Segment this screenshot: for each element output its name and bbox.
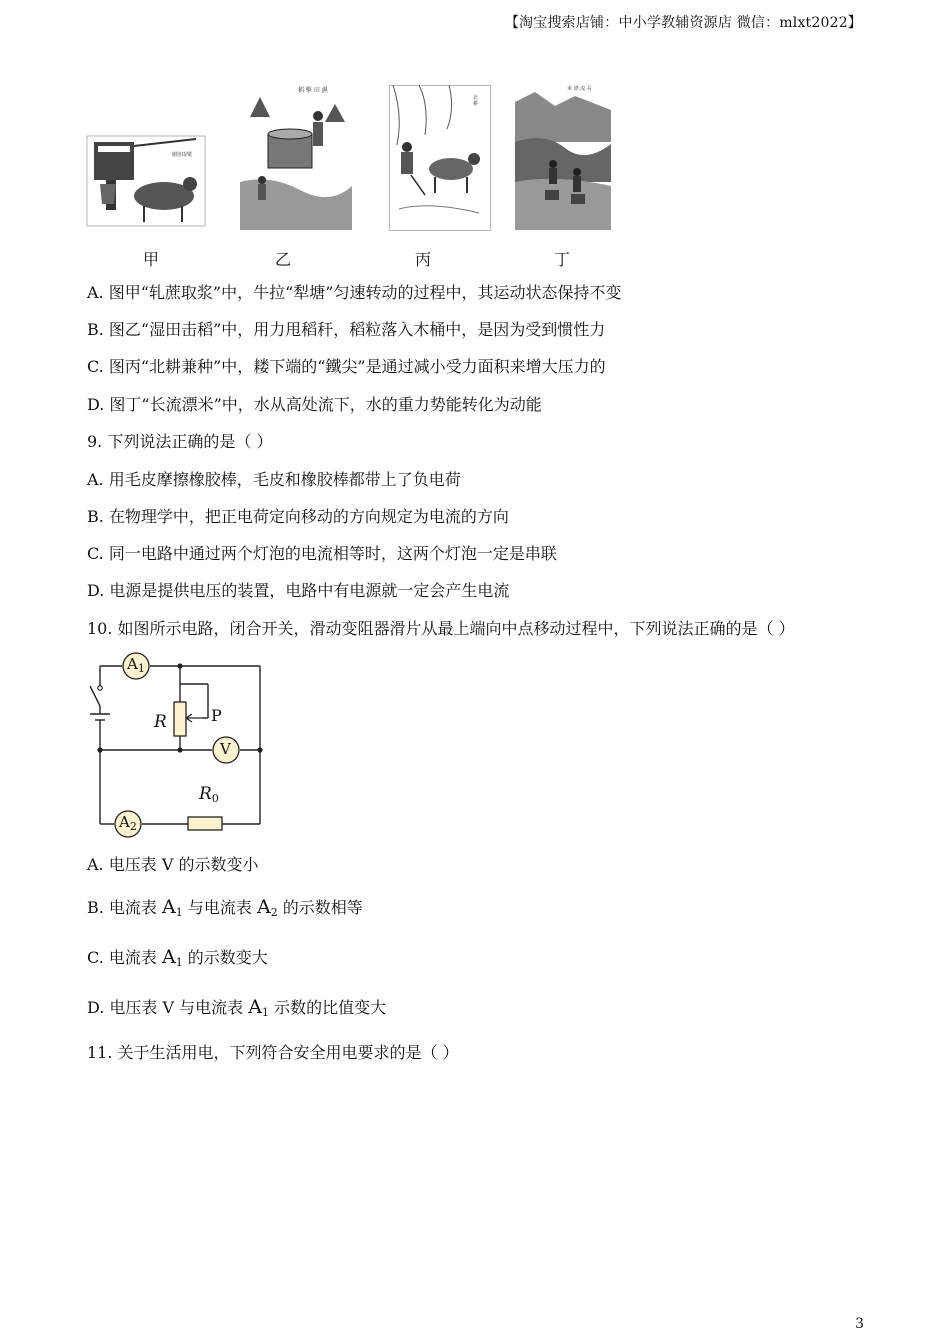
figure-caption: 甲 xyxy=(143,250,160,269)
resistor-r0-label: $R_0$ xyxy=(199,784,219,805)
circuit-diagram xyxy=(80,648,280,842)
figure-jia xyxy=(86,84,208,269)
q9-option-c: C. 同一电路中通过两个灯泡的电流相等时，这两个灯泡一定是串联 xyxy=(87,544,557,563)
svg-text:北: 北 xyxy=(473,95,479,101)
q8-option-b: B. 图乙“湿田击稻”中，用力甩稻秆，稻粒落入木桶中，是因为受到惯性力 xyxy=(87,320,606,339)
svg-text:耕: 耕 xyxy=(473,101,479,107)
voltmeter-label: V xyxy=(220,740,231,758)
ammeter-a1-label: $A_1$ xyxy=(127,655,145,675)
svg-text:樹蔗取漿: 樹蔗取漿 xyxy=(172,152,193,158)
q10-stem: 10. 如图所示电路，闭合开关，滑动变阻器滑片从最上端向中点移动过程中，下列说法正确的是（ ） xyxy=(87,619,795,638)
figure-yi xyxy=(240,82,352,269)
svg-text:稻 擊 田 濕: 稻 擊 田 濕 xyxy=(298,87,328,94)
slider-p-label: P xyxy=(211,706,222,725)
q9-stem: 9. 下列说法正确的是（ ） xyxy=(87,432,273,451)
water-rinsing-rice-illustration-icon xyxy=(515,82,611,230)
q10-option-b: B. 电流表 $A_1$ 与电流表 $A_2$ 的示数相等 xyxy=(87,896,363,919)
q8-option-c: C. 图丙“北耕兼种”中，耧下端的“鐵尖”是通过减小受力面积来增大压力的 xyxy=(87,357,606,376)
page-header: 【淘宝搜索店铺：中小学教辅资源店 微信：mlxt2022】 xyxy=(504,15,862,31)
q11-stem: 11. 关于生活用电，下列符合安全用电要求的是（ ） xyxy=(87,1043,459,1062)
ox-plowing-sowing-illustration-icon xyxy=(389,85,491,231)
figure-bing xyxy=(389,85,491,269)
q10-option-a: A. 电压表 V 的示数变小 xyxy=(87,855,259,874)
page-number: 3 xyxy=(855,1316,864,1332)
ox-turning-sugarcane-press-illustration-icon xyxy=(86,84,208,229)
figure-caption: 丁 xyxy=(554,250,571,269)
q9-option-b: B. 在物理学中，把正电荷定向移动的方向规定为电流的方向 xyxy=(87,507,509,526)
figure-caption: 乙 xyxy=(275,250,292,269)
figure-caption: 丙 xyxy=(415,250,432,269)
q9-option-a: A. 用毛皮摩擦橡胶棒，毛皮和橡胶棒都带上了负电荷 xyxy=(87,470,461,489)
figure-ding xyxy=(515,82,611,269)
q10-option-d: D. 电压表 V 与电流表 $A_1$ 示数的比值变大 xyxy=(87,996,387,1019)
q8-option-d: D. 图丁“长流漂米”中，水从高处流下，水的重力势能转化为动能 xyxy=(87,395,542,414)
threshing-rice-illustration-icon xyxy=(240,82,352,230)
svg-text:米 漂 流 長: 米 漂 流 長 xyxy=(567,86,592,92)
q8-option-a: A. 图甲“轧蔗取浆”中，牛拉“犁塘”匀速转动的过程中，其运动状态保持不变 xyxy=(87,283,622,302)
rheostat-label: R xyxy=(154,712,167,732)
ammeter-a2-label: $A_2$ xyxy=(119,813,137,833)
q10-option-c: C. 电流表 $A_1$ 的示数变大 xyxy=(87,946,268,969)
q9-option-d: D. 电源是提供电压的装置，电路中有电源就一定会产生电流 xyxy=(87,581,510,600)
